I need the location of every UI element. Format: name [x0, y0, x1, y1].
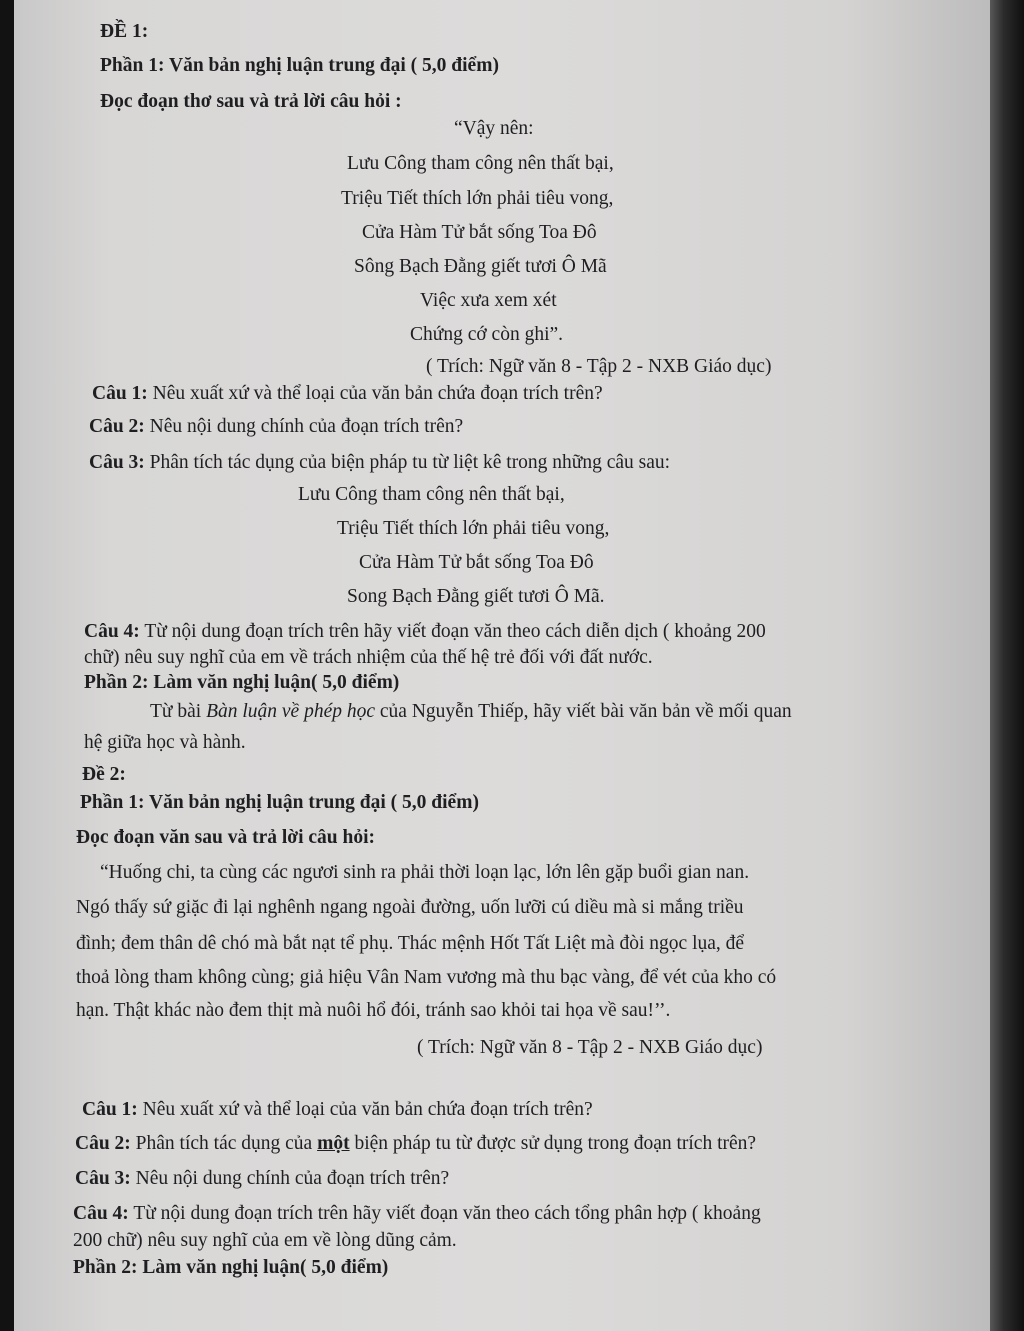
question-text: Nêu nội dung chính của đoạn trích trên?	[149, 416, 464, 437]
exam-1-question-2	[89, 415, 463, 439]
question-text: Từ nội dung đoạn trích trên hãy viết đoạn văn theo cách tổng phân hợp ( khoảng	[133, 1203, 761, 1224]
exam-1-part1-heading: Phần 1: Văn bản nghị luận trung đại ( 5,0 điểm)	[100, 55, 499, 76]
question-text: Phân tích tác dụng của	[135, 1133, 318, 1154]
exam-1-instruction: Đọc đoạn thơ sau và trả lời câu hỏi :	[100, 91, 402, 112]
poem-line: “Vậy nên:	[454, 118, 534, 139]
exam-1-source: ( Trích: Ngữ văn 8 - Tập 2 - NXB Giáo dục)	[426, 356, 772, 377]
exam-2-instruction: Đọc đoạn văn sau và trả lời câu hỏi:	[76, 827, 375, 848]
quoted-line: Triệu Tiết thích lớn phải tiêu vong,	[337, 518, 610, 539]
question-label: Câu 4:	[73, 1203, 129, 1224]
quoted-line: Song Bạch Đằng giết tươi Ô Mã.	[347, 586, 605, 607]
question-text: Phân tích tác dụng của biện pháp tu từ liệt kê trong những câu sau:	[149, 452, 671, 473]
question-label: Câu 3:	[75, 1168, 131, 1189]
exam-1-question-1	[92, 382, 603, 406]
question-text: Nêu xuất xứ và thể loại của văn bản chứa đoạn trích trên?	[152, 383, 603, 404]
question-label: Câu 3:	[89, 452, 145, 473]
exam-1-part2-heading: Phần 2: Làm văn nghị luận( 5,0 điểm)	[84, 672, 400, 693]
quoted-line: Cửa Hàm Tử bắt sống Toa Đô	[359, 552, 594, 573]
exam-2-question-4	[73, 1202, 761, 1226]
question-label: Câu 2:	[89, 416, 145, 437]
prompt-text: của Nguyễn Thiếp, hãy viết bài văn bản về mối quan	[375, 701, 792, 722]
exam-1-question-4-cont: chữ) nêu suy nghĩ của em về trách nhiệm của thế hệ trẻ đối với đất nước.	[84, 647, 653, 668]
exam-2-heading: Đề 2:	[82, 764, 126, 785]
passage-line: “Huống chi, ta cùng các ngươi sinh ra phải thời loạn lạc, lớn lên gặp buổi gian nan.	[100, 862, 750, 883]
emphasis-word: một	[317, 1133, 350, 1154]
passage-line: hạn. Thật khác nào đem thịt mà nuôi hổ đói, tránh sao khỏi tai họa về sau!’’.	[76, 1000, 671, 1021]
passage-line: thoả lòng tham không cùng; giả hiệu Vân Nam vương mà thu bạc vàng, để vét của kho có	[76, 967, 777, 988]
question-text: Từ nội dung đoạn trích trên hãy viết đoạn văn theo cách diễn dịch ( khoảng 200	[144, 621, 766, 642]
exam-2-part1-heading: Phần 1: Văn bản nghị luận trung đại ( 5,0 điểm)	[80, 792, 479, 813]
poem-line: Lưu Công tham công nên thất bại,	[347, 153, 614, 174]
exam-1-heading: ĐỀ 1:	[100, 21, 149, 42]
question-text: Nêu nội dung chính của đoạn trích trên?	[135, 1168, 450, 1189]
work-title: Bàn luận về phép học	[206, 701, 376, 722]
photo-dark-edge	[990, 0, 1024, 1331]
quoted-line: Lưu Công tham công nên thất bại,	[298, 484, 565, 505]
exam-2-question-4-cont: 200 chữ) nêu suy nghĩ của em về lòng dũng cảm.	[73, 1230, 457, 1251]
passage-line: đình; đem thân dê chó mà bắt nạt tể phụ. Thác mệnh Hốt Tất Liệt mà đòi ngọc lụa, để	[76, 933, 745, 954]
poem-line: Việc xưa xem xét	[420, 290, 557, 311]
exam-1-question-3	[89, 451, 670, 475]
poem-line: Triệu Tiết thích lớn phải tiêu vong,	[341, 188, 614, 209]
exam-1-question-4	[84, 620, 766, 644]
question-label: Câu 1:	[82, 1099, 138, 1120]
exam-1-part2-prompt-cont: hệ giữa học và hành.	[84, 732, 246, 753]
exam-paper	[14, 0, 990, 1331]
exam-2-source: ( Trích: Ngữ văn 8 - Tập 2 - NXB Giáo dục)	[417, 1037, 763, 1058]
question-text: Nêu xuất xứ và thể loại của văn bản chứa đoạn trích trên?	[142, 1099, 593, 1120]
question-label: Câu 1:	[92, 383, 148, 404]
exam-2-question-1	[82, 1098, 593, 1122]
poem-line: Cửa Hàm Tử bắt sống Toa Đô	[362, 222, 597, 243]
exam-2-question-2	[75, 1132, 756, 1156]
poem-line: Chứng cớ còn ghi”.	[410, 324, 564, 345]
question-label: Câu 2:	[75, 1133, 131, 1154]
question-text: biện pháp tu từ được sử dụng trong đoạn trích trên?	[349, 1133, 757, 1154]
question-label: Câu 4:	[84, 621, 140, 642]
exam-1-part2-prompt	[150, 700, 792, 724]
exam-2-part2-heading: Phần 2: Làm văn nghị luận( 5,0 điểm)	[73, 1257, 389, 1278]
exam-2-question-3	[75, 1167, 449, 1191]
passage-line: Ngó thấy sứ giặc đi lại nghênh ngang ngoài đường, uốn lưỡi cú diều mà si mắng triều	[76, 897, 744, 918]
poem-line: Sông Bạch Đằng giết tươi Ô Mã	[354, 256, 607, 277]
prompt-text: Từ bài	[150, 701, 207, 722]
